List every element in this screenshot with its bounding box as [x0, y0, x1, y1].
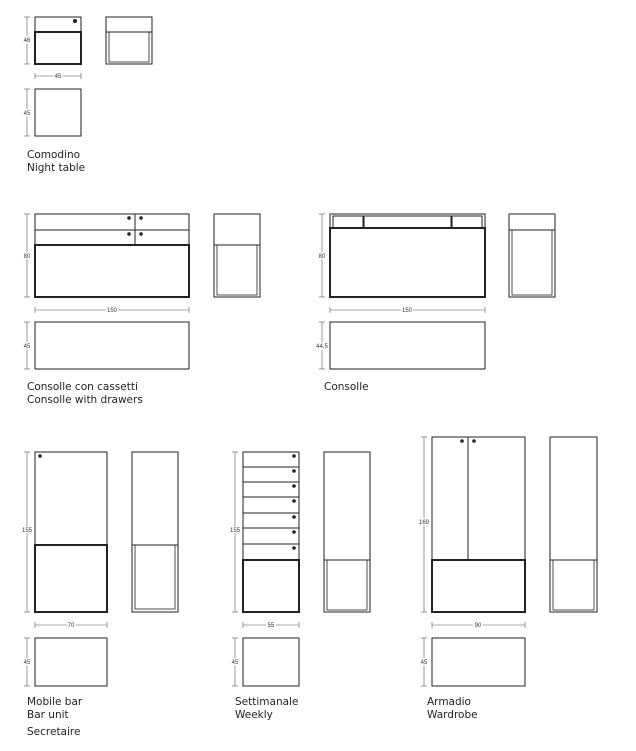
dimension-lines: [21, 17, 525, 686]
console-drawers-label: [27, 381, 143, 407]
label-italian: Consolle: [324, 381, 369, 393]
bar-unit-plan-view: [35, 638, 107, 686]
dim-height: 155: [21, 528, 33, 534]
dim-height: 80: [23, 254, 31, 260]
night-table-front-view: [35, 17, 81, 64]
label-extra: Secretaire: [27, 726, 81, 738]
console-drawers-front-view: [35, 214, 189, 297]
label-italian: Consolle con cassetti: [27, 381, 138, 393]
weekly-plan-view: [243, 638, 299, 686]
label-italian: Armadio: [427, 696, 471, 708]
dim-depth: 45: [231, 660, 239, 666]
console-label: [324, 381, 369, 394]
dim-width: 45: [54, 74, 62, 80]
dim-width: 90: [474, 623, 482, 629]
label-italian: Mobile bar: [27, 696, 83, 708]
bar-unit-side-view: [132, 452, 178, 612]
dim-depth: 44,5: [316, 344, 328, 350]
night-table-side-view: [106, 17, 152, 64]
wardrobe-label: [427, 696, 478, 722]
console-front-view: [330, 214, 485, 297]
console-side-view: [509, 214, 555, 297]
night-table-plan-view: [35, 89, 81, 136]
dim-width: 70: [67, 623, 75, 629]
wardrobe-side-view: [550, 437, 597, 612]
dim-depth: 45: [23, 111, 31, 117]
dim-depth: 45: [23, 344, 31, 350]
dim-depth: 45: [23, 660, 31, 666]
dim-height: 80: [318, 254, 326, 260]
weekly-front-view: [243, 452, 299, 612]
dim-height: 155: [229, 528, 241, 534]
dim-width: 55: [267, 623, 275, 629]
label-english: Bar unit: [27, 709, 69, 721]
console-drawers-side-view: [214, 214, 260, 297]
label-italian: Settimanale: [235, 696, 299, 708]
label-italian: Comodino: [27, 149, 81, 161]
label-english: Night table: [27, 162, 86, 174]
dim-depth: 45: [420, 660, 428, 666]
wardrobe-front-view: [432, 437, 525, 612]
label-english: Weekly: [235, 709, 273, 721]
dim-width: 150: [106, 308, 118, 314]
night-table-label: [27, 149, 85, 175]
dim-height: 46: [23, 38, 31, 44]
weekly-label: [235, 696, 298, 722]
label-english: Consolle with drawers: [27, 394, 143, 406]
bar-unit-label: [27, 696, 82, 739]
console-drawers-plan-view: [35, 322, 189, 369]
dim-width: 150: [401, 308, 413, 314]
label-english: Wardrobe: [427, 709, 478, 721]
console-plan-view: [330, 322, 485, 369]
bar-unit-front-view: [35, 452, 107, 612]
weekly-side-view: [324, 452, 370, 612]
dim-height: 169: [418, 520, 430, 526]
wardrobe-plan-view: [432, 638, 525, 686]
